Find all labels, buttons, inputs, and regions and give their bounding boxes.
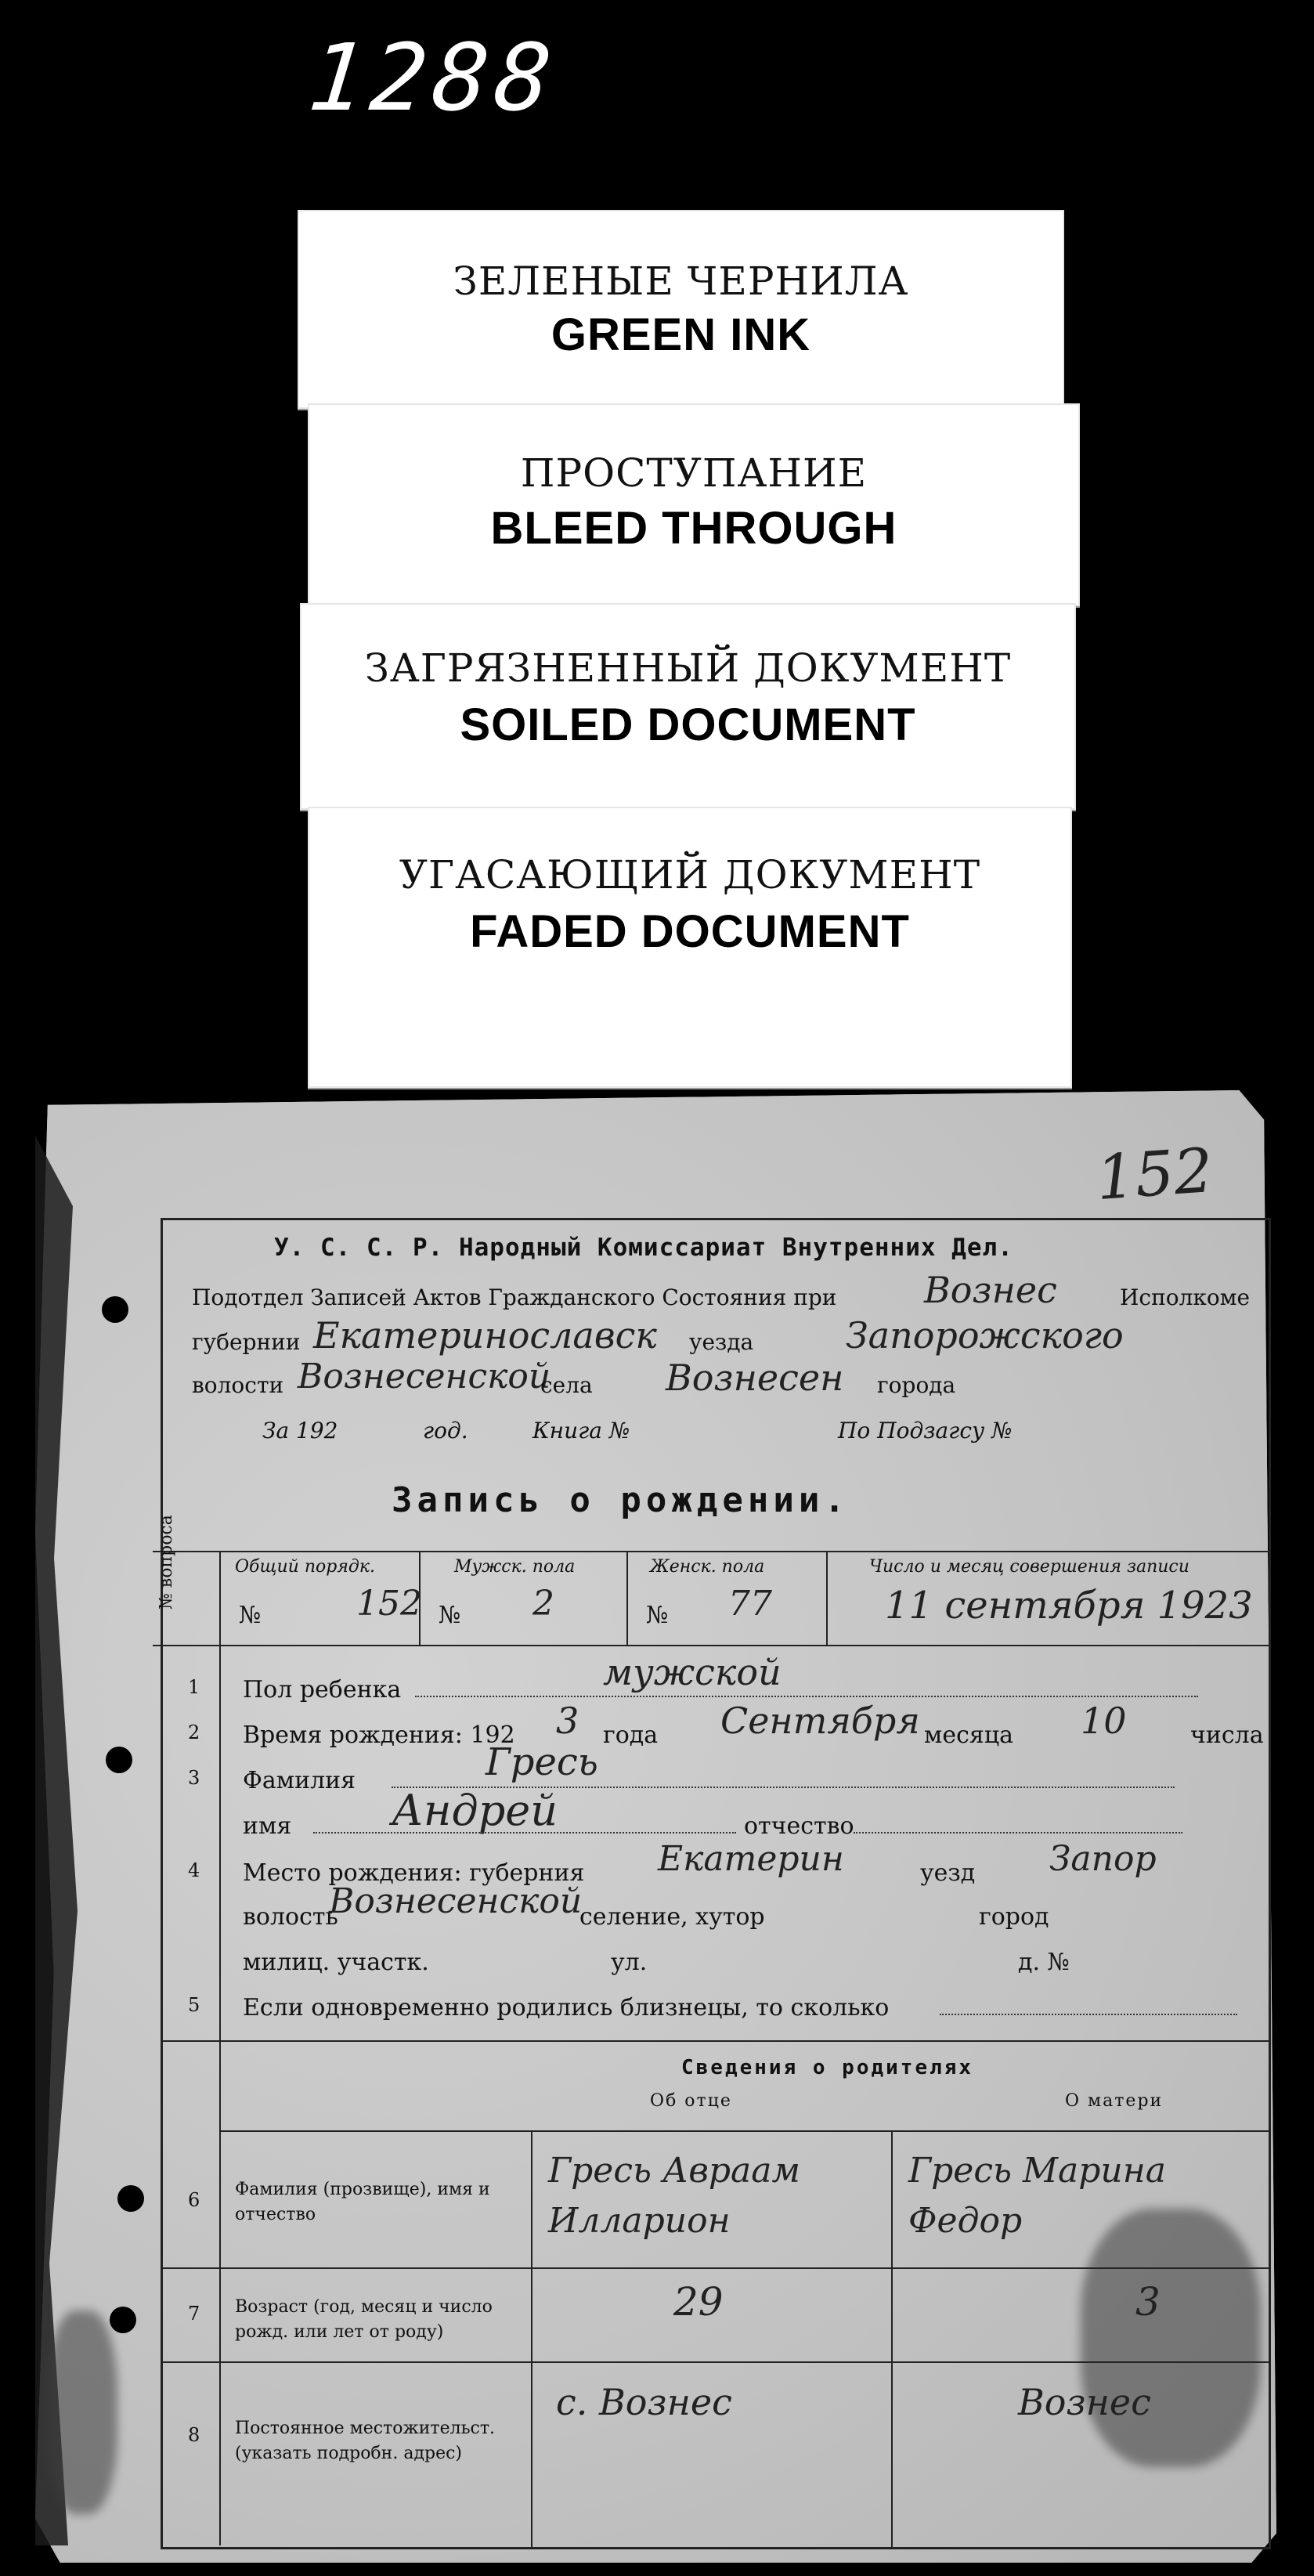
notice-card-ru: ЗЕЛЕНЫЕ ЧЕРНИЛА xyxy=(453,258,909,304)
goroda-label: города xyxy=(877,1372,956,1398)
row-label-settlement: селение, хутор xyxy=(579,1903,765,1931)
parents-section-title: Сведения о родителях xyxy=(681,2056,974,2079)
row-number: 3 xyxy=(188,1767,200,1789)
soil-stain xyxy=(47,2310,117,2514)
handwritten-record-date: 11 сентября 1923 xyxy=(885,1584,1253,1628)
notice-card-en: BLEED THROUGH xyxy=(490,503,897,554)
row-label-sex: Пол ребенка xyxy=(243,1676,402,1703)
year-label: За 192 xyxy=(262,1418,338,1443)
notice-card-ru: ЗАГРЯЗНЕННЫЙ ДОКУМЕНТ xyxy=(364,645,1012,691)
form-border-right xyxy=(1269,1218,1271,2549)
row-label-city: город xyxy=(979,1903,1049,1931)
table-rule xyxy=(531,2130,532,2549)
handwritten-birth-volost: Вознесенской xyxy=(329,1881,583,1921)
row-label-patronymic: отчество xyxy=(744,1812,854,1840)
handwritten-birth-uezd: Запор xyxy=(1049,1839,1157,1879)
header-line-2: Подотдел Записей Актов Гражданского Состояния при xyxy=(192,1284,837,1310)
handwritten-selo: Вознесен xyxy=(666,1357,844,1399)
handwritten-male-number: 2 xyxy=(532,1584,554,1624)
handwritten-father-age: 29 xyxy=(673,2279,724,2325)
gubernia-label: губернии xyxy=(192,1329,301,1355)
page-number: 152 xyxy=(1094,1135,1215,1215)
parent-row-label-age: Возраст (год, месяц и число рожд. или лет от роду) xyxy=(235,2297,493,2342)
row-number: 8 xyxy=(188,2424,200,2446)
handwritten-gubernia: Екатеринославск xyxy=(313,1314,657,1357)
parent-row-label-name: Фамилия (прозвище), имя и отчество xyxy=(235,2180,490,2224)
row-number: 7 xyxy=(188,2303,200,2325)
row-number: 4 xyxy=(188,1859,200,1881)
row-label-street: ул. xyxy=(611,1949,648,1976)
form-border-left xyxy=(161,1218,163,2549)
frame-number: 1288 xyxy=(303,23,563,132)
notice-card-en: SOILED DOCUMENT xyxy=(460,699,916,750)
volost-label: волости xyxy=(192,1372,284,1398)
table-rule xyxy=(153,1551,1269,1552)
col-general-header: Общий порядк. xyxy=(235,1557,375,1577)
document-title: Запись о рождении. xyxy=(392,1480,850,1520)
row-label-twins: Если одновременно родились близнецы, то сколько xyxy=(243,1994,890,2021)
table-rule xyxy=(891,2130,893,2549)
header-line-2-end: Исполкоме xyxy=(1120,1284,1251,1310)
handwritten-birth-day: 10 xyxy=(1081,1700,1127,1742)
handwritten-female-number: 77 xyxy=(728,1584,772,1624)
fill-line xyxy=(313,1832,736,1834)
row-label-birth-time: Время рождения: 192 xyxy=(243,1722,515,1749)
handwritten-father-residence: с. Вознес xyxy=(556,2381,732,2423)
handwritten-mother-name: Гресь Марина Федор xyxy=(908,2151,1166,2241)
handwritten-birth-year: 3 xyxy=(556,1700,579,1742)
parent-row-label-residence: Постоянное местожительст. (указать подробн. адрес) xyxy=(235,2419,496,2463)
soil-stain xyxy=(1081,2209,1261,2467)
punch-hole xyxy=(117,2185,144,2212)
table-rule xyxy=(826,1551,828,1645)
table-rule xyxy=(153,1645,1269,1646)
row-label-militia: милиц. участк. xyxy=(243,1949,429,1976)
father-column-header: Об отце xyxy=(650,2091,732,2111)
col-female-header: Женск. пола xyxy=(650,1557,765,1577)
punch-hole xyxy=(110,2307,136,2333)
fill-line xyxy=(415,1696,1198,1697)
fill-line xyxy=(392,1787,1175,1788)
table-rule xyxy=(219,1551,221,2545)
handwritten-volost: Вознесенской xyxy=(298,1357,551,1396)
form-border-bottom xyxy=(161,2547,1269,2549)
row-label-surname: Фамилия xyxy=(243,1767,356,1794)
row-label-birth-place: Место рождения: губерния xyxy=(243,1859,585,1887)
handwritten-mother-residence: Вознес xyxy=(1018,2381,1151,2423)
notice-card-soiled-document xyxy=(300,603,1076,810)
god-label: год. xyxy=(423,1418,468,1443)
handwritten-birth-month: Сентября xyxy=(720,1700,920,1742)
row-label-day: числа xyxy=(1190,1722,1264,1749)
row-label-house: д. № xyxy=(1018,1949,1070,1976)
mother-column-header: О матери xyxy=(1065,2091,1164,2111)
col-question-number-header: № вопроса xyxy=(157,1515,176,1610)
col-male-header: Мужск. пола xyxy=(454,1557,576,1577)
row-label-name: имя xyxy=(243,1812,292,1840)
table-rule xyxy=(219,2130,1269,2132)
selo-label: села xyxy=(540,1372,593,1398)
handwritten-surname: Гресь xyxy=(486,1740,598,1784)
handwritten-birth-gubernia: Екатерин xyxy=(658,1839,844,1879)
notice-card-ru: ПРОСТУПАНИЕ xyxy=(520,450,868,496)
handwritten-sex: мужской xyxy=(603,1651,782,1693)
handwritten-general-number: 152 xyxy=(356,1584,422,1624)
punch-hole xyxy=(106,1747,132,1773)
table-rule xyxy=(161,2040,1269,2042)
handwritten-uezd: Запорожского xyxy=(846,1314,1124,1357)
header-line-1: У. С. С. Р. Народный Комиссариат Внутренних Дел. xyxy=(274,1234,1013,1262)
podvzagsu-label: По Подзагсу № xyxy=(838,1418,1013,1443)
col-date-header: Число и месяц совершения записи xyxy=(869,1557,1189,1577)
kniga-label: Книга № xyxy=(532,1418,630,1443)
form-border-top xyxy=(161,1218,1269,1220)
row-label-year: года xyxy=(603,1722,659,1749)
row-label-month: месяца xyxy=(924,1722,1013,1749)
row-number: 5 xyxy=(188,1994,200,2016)
handwritten-name: Андрей xyxy=(392,1786,558,1835)
female-no-label: № xyxy=(646,1602,669,1629)
handwritten-executive-committee: Вознес xyxy=(924,1269,1057,1311)
row-label-uezd: уезд xyxy=(920,1859,976,1887)
male-no-label: № xyxy=(439,1602,461,1629)
row-label-volost: волость xyxy=(243,1903,338,1931)
row-number: 1 xyxy=(188,1676,200,1698)
notice-card-en: FADED DOCUMENT xyxy=(470,906,910,957)
notice-card-faded-document xyxy=(308,807,1072,1088)
table-rule xyxy=(161,2267,1269,2269)
notice-card-green-ink xyxy=(298,210,1064,409)
handwritten-mother-age: 3 xyxy=(1135,2279,1161,2325)
punch-hole xyxy=(102,1296,128,1323)
table-rule xyxy=(626,1551,628,1645)
row-number: 6 xyxy=(188,2189,200,2211)
notice-card-ru: УГАСАЮЩИЙ ДОКУМЕНТ xyxy=(399,852,981,898)
handwritten-father-name: Гресь Авраам Илларион xyxy=(548,2151,800,2241)
general-no-label: № xyxy=(239,1602,262,1629)
fill-line xyxy=(940,2014,1237,2015)
notice-card-en: GREEN INK xyxy=(551,309,811,360)
row-number: 2 xyxy=(188,1722,200,1743)
notice-card-bleed-through xyxy=(308,403,1080,606)
uezd-label: уезда xyxy=(689,1329,754,1355)
fill-line xyxy=(854,1832,1182,1834)
table-rule xyxy=(161,2361,1269,2363)
